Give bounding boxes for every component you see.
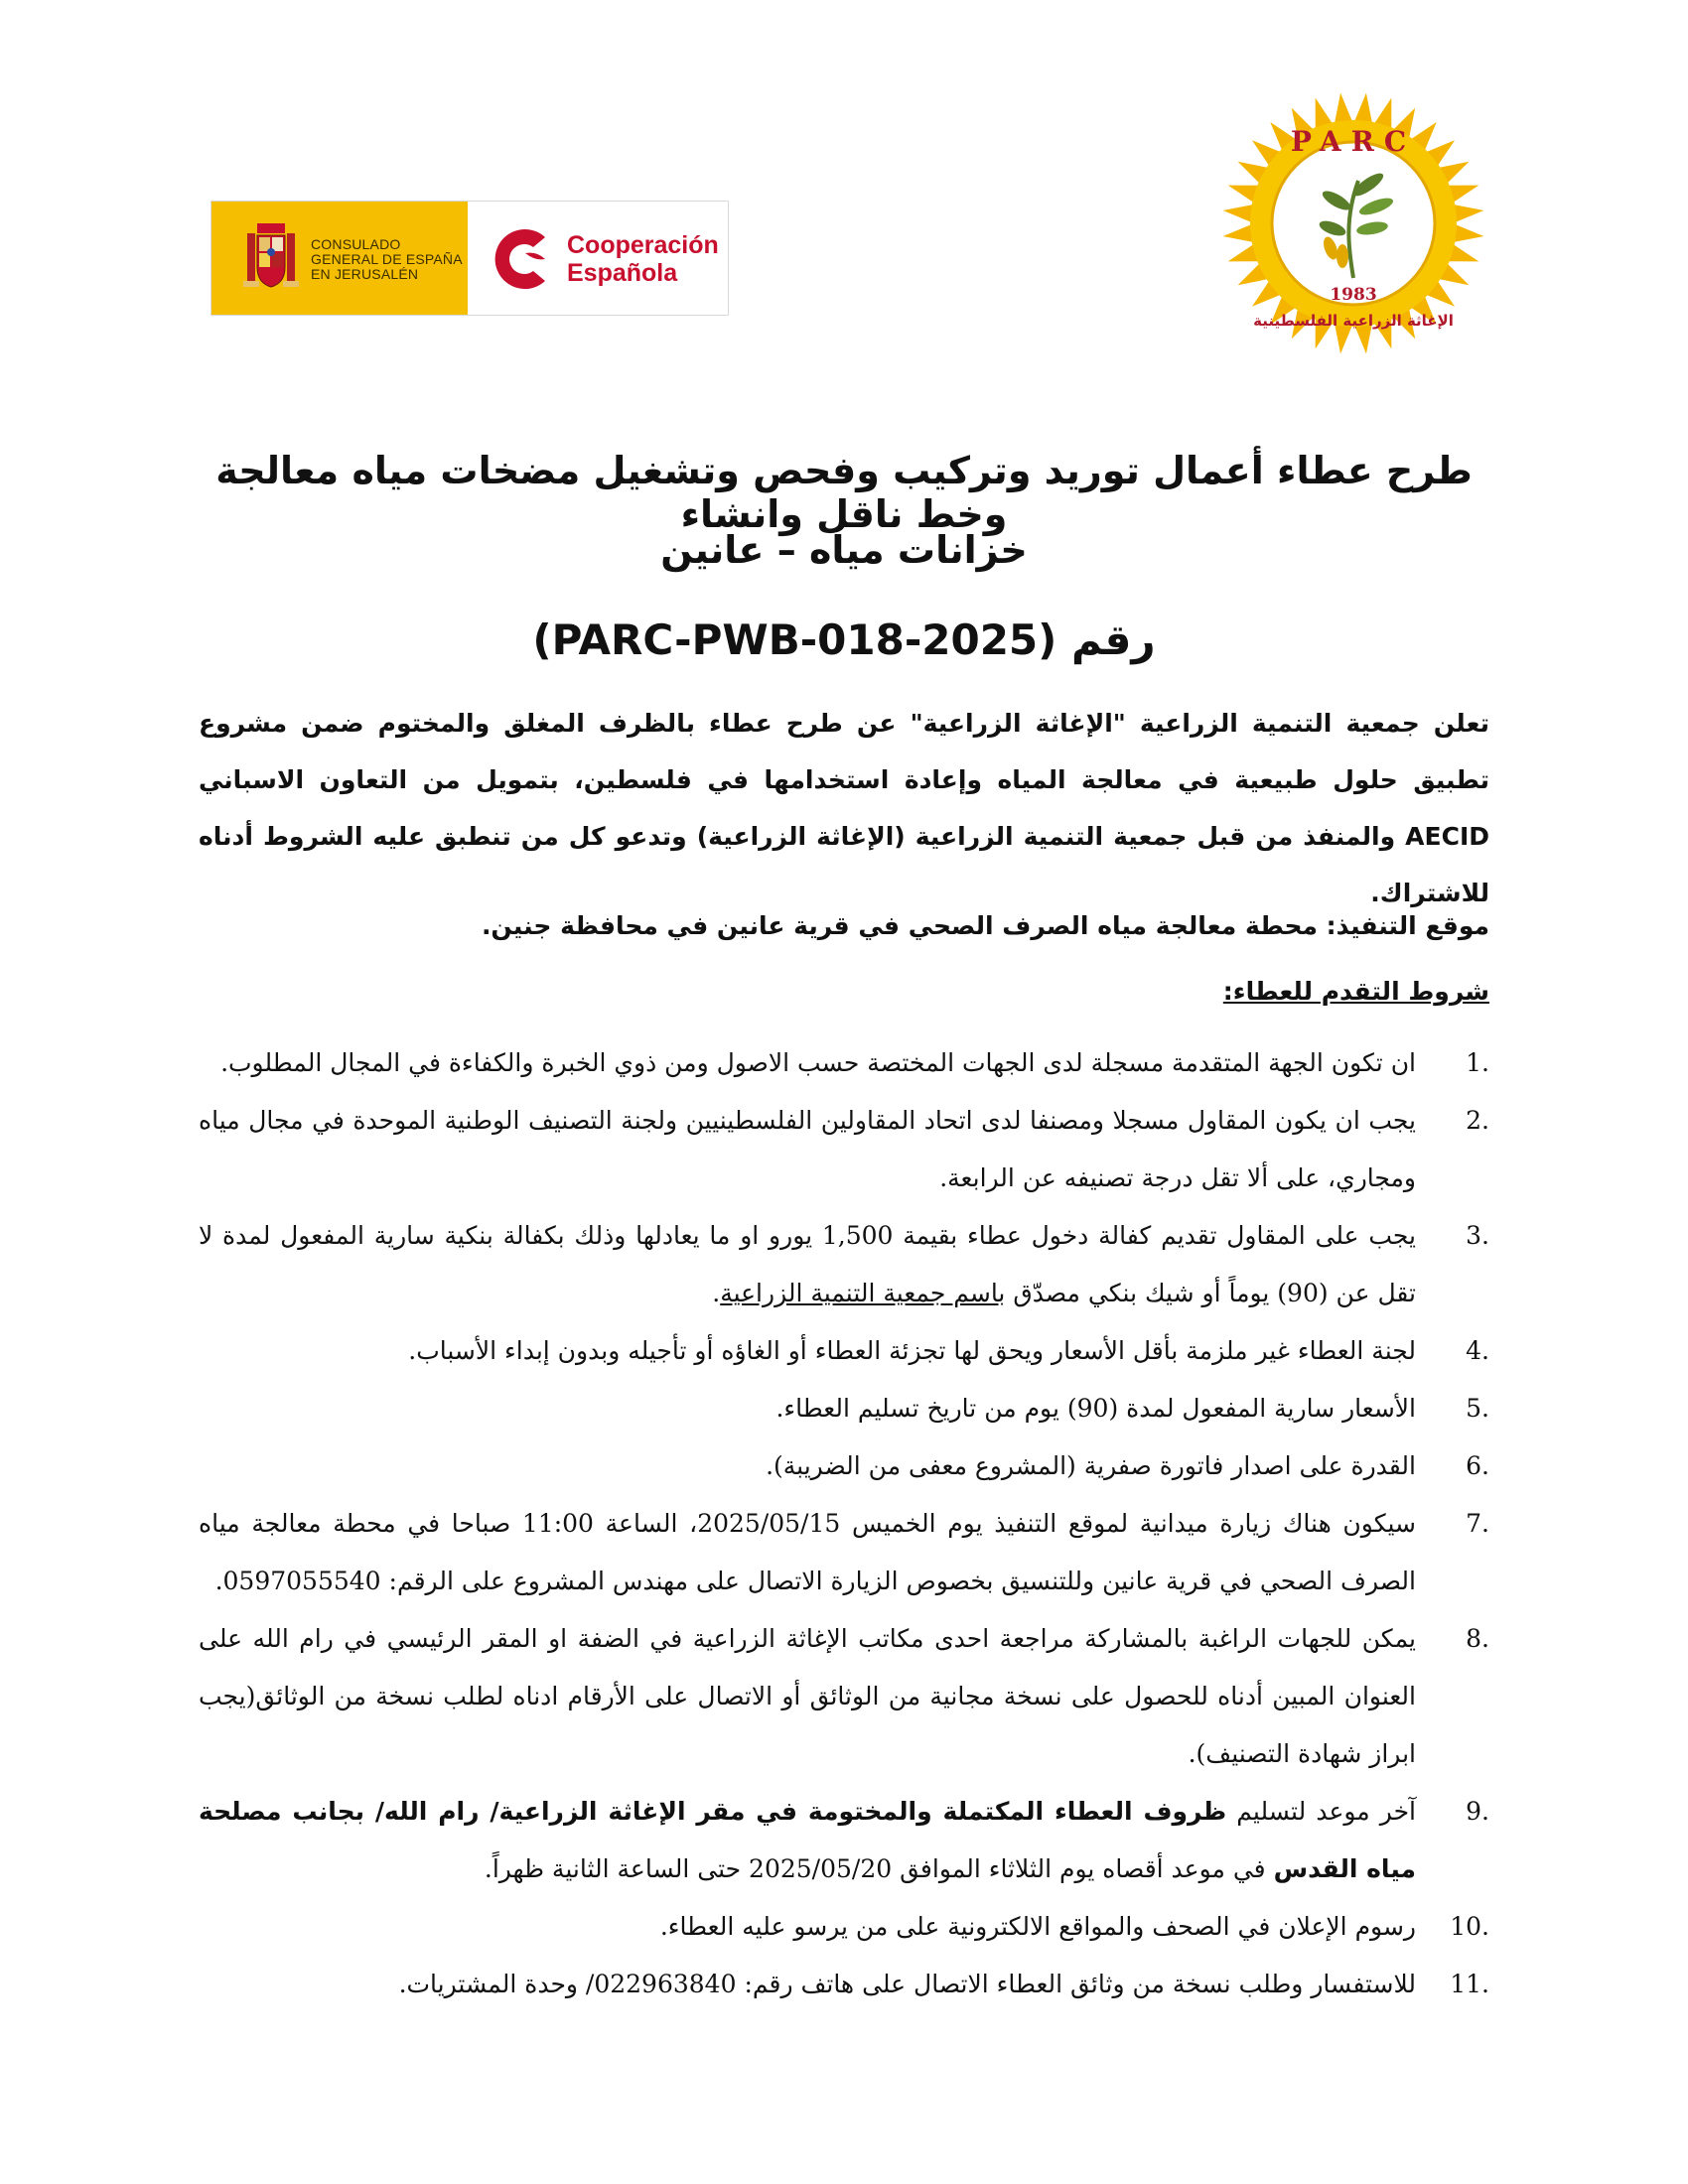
tender-number-code: (PARC-PWB-018-2025) [532,615,1057,664]
condition-item [199,1610,1489,1783]
condition-text-part: آخر موعد لتسليم [1226,1797,1416,1826]
condition-number: 7. [1466,1509,1489,1538]
parc-logo [1219,89,1487,357]
condition-text [199,1783,1434,1898]
condition-number: 4. [1466,1336,1489,1365]
cooperacion-text [567,231,719,287]
parc-arabic-name: الإغاثة الزراعية الفلسطينية [1253,312,1454,330]
cooperacion-espanola-logo [468,202,728,315]
condition-number: 6. [1466,1451,1489,1480]
tender-title-line-1: طرح عطاء أعمال توريد وتركيب وفحص وتشغيل مضخات مياه معالجة وخط ناقل وانشاء [215,449,1473,536]
intro-paragraph: تعلن جمعية التنمية الزراعية "الإغاثة الزراعية" عن طرح عطاء بالظرف المغلق والمختوم ضمن مشروع تطبيق حلول طبيعية في معالجة المياه وإعادة استخدامها في فلسطين، بتمويل من التعاون الاسباني AECID والمنفذ من قبل جمعية التنمية الزراعية (الإغاثة الزراعية) وتدعو كل من تنطبق عليه الشروط أدناه للاشتراك. [199,709,1489,907]
condition-text-part: في موعد أقصاه يوم الثلاثاء الموافق 2025/05/20 حتى الساعة الثانية ظهراً. [484,1854,1274,1883]
condition-text: للاستفسار وطلب نسخة من وثائق العطاء الاتصال على هاتف رقم: 022963840/ وحدة المشتريات. [398,1970,1416,1998]
condition-item [199,1898,1489,1956]
condition-text-underlined: باسم جمعية التنمية الزراعية [720,1279,1006,1307]
condition-number: 5. [1466,1394,1489,1423]
consulado-logo [211,202,468,315]
cooperacion-line-2: Española [567,259,678,287]
condition-item [199,1322,1489,1380]
condition-text-bold: ظروف العطاء المكتملة والمختومة في مقر الإغاثة الزراعية/ رام الله/ بجانب مصلحة مياه القدس [199,1797,1416,1883]
execution-location: موقع التنفيذ: محطة معالجة مياه الصرف الصحي في قرية عانين في محافظة جنين. [481,911,1489,940]
tender-title-line-2: خزانات مياه – عانين [660,528,1028,572]
condition-item [199,1437,1489,1495]
tender-number-label: رقم [1070,615,1156,664]
condition-number: 1. [1466,1048,1489,1077]
condition-item [199,1092,1489,1207]
conditions-list [199,1034,1489,2013]
spain-coat-of-arms-icon [241,215,301,301]
condition-number: 3. [1466,1221,1489,1250]
condition-text: ان تكون الجهة المتقدمة مسجلة لدى الجهات المختصة حسب الاصول ومن ذوي الخبرة والكفاءة في المجال المطلوب. [220,1048,1416,1077]
condition-text: لجنة العطاء غير ملزمة بأقل الأسعار ويحق لها تجزئة العطاء أو الغاؤه أو تأجيله وبدون إبداء الأسباب. [408,1336,1416,1365]
condition-text: القدرة على اصدار فاتورة صفرية (المشروع معفى من الضريبة). [766,1451,1416,1480]
condition-item [199,1207,1489,1322]
condition-text: يمكن للجهات الراغبة بالمشاركة مراجعة احدى مكاتب الإغاثة الزراعية في الضفة او المقر الرئيسي في رام الله على العنوان المبين أدناه للحصول على نسخة مجانية من الوثائق أو الاتصال على الأرقام ادناه لطلب نسخة من الوثائق(يجب ابراز شهادة التصنيف). [199,1624,1416,1768]
parc-year: 1983 [1330,285,1377,305]
spain-cooperation-logo [211,201,729,316]
condition-item [199,1380,1489,1437]
condition-text-part: يجب على المقاول تقديم كفالة دخول عطاء بقيمة 1,500 يورو او ما يعادلها وذلك بكفالة بنكية سارية المفعول لمدة لا تقل عن (90) يوماً أو شيك بنكي مصدّق [199,1221,1416,1307]
conditions-heading: شروط التقدم للعطاء: [1222,977,1489,1006]
tender-number [199,615,1489,664]
consulado-line-1: CONSULADO [311,236,401,252]
condition-text: رسوم الإعلان في الصحف والمواقع الالكترونية على من يرسو عليه العطاء. [659,1912,1416,1941]
condition-item [199,1034,1489,1092]
condition-number: 8. [1466,1624,1489,1653]
consulado-line-2: GENERAL DE ESPAÑA [311,251,463,267]
condition-text-part: . [712,1279,721,1307]
condition-text [199,1207,1434,1322]
condition-number: 2. [1466,1106,1489,1135]
condition-text: سيكون هناك زيارة ميدانية لموقع التنفيذ يوم الخميس 2025/05/15، الساعة 11:00 صباحا في محطة معالجة مياه الصرف الصحي في قرية عانين وللتنسيق بخصوص الزيارة الاتصال على مهندس المشروع على الرقم: 0597055540. [199,1509,1417,1595]
condition-text: يجب ان يكون المقاول مسجلا ومصنفا لدى اتحاد المقاولين الفلسطينيين ولجنة التصنيف الوطنية الموحدة في مجال مياه ومجاري، على ألا تقل درجة تصنيفه عن الرابعة. [199,1106,1416,1192]
consulado-line-3: EN JERUSALÉN [311,266,419,282]
condition-number: 11. [1450,1970,1489,1998]
condition-text: الأسعار سارية المفعول لمدة (90) يوم من تاريخ تسليم العطاء. [775,1394,1416,1423]
condition-item [199,1956,1489,2013]
parc-acronym: PARC [1290,125,1417,158]
consulado-text [311,237,463,282]
cooperacion-line-1: Cooperación [567,231,719,259]
condition-item [199,1495,1489,1610]
condition-number: 9. [1466,1797,1489,1826]
condition-number: 10. [1450,1912,1489,1941]
cooperacion-c-icon [488,223,557,295]
condition-item [199,1783,1489,1898]
